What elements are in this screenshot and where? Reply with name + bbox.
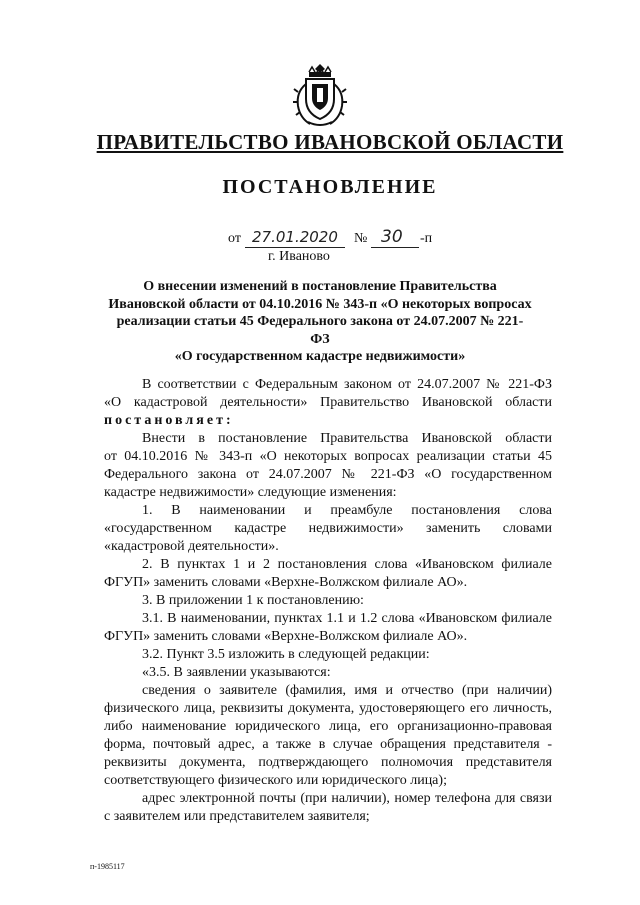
government-title: ПРАВИТЕЛЬСТВО ИВАНОВСКОЙ ОБЛАСТИ bbox=[96, 130, 564, 154]
body-line: соответствующего физического или юридического лица); bbox=[104, 773, 447, 788]
body-line: В соответствии с Федеральным законом от 24.07.2007 № 221-ФЗ bbox=[142, 377, 552, 392]
body-line: реквизиты документа, подтверждающего полномочия представителя bbox=[104, 755, 552, 770]
subject-line: О внесении изменений в постановление Правительства bbox=[143, 279, 497, 294]
document-subject bbox=[108, 278, 532, 366]
body-line: от 04.10.2016 № 343-п «О некоторых вопросах реализации статьи 45 bbox=[104, 449, 552, 464]
body-line: «государственном кадастре недвижимости» заменить словами bbox=[104, 521, 552, 536]
body-line: либо наименование юридического лица, его организационно-правовая bbox=[104, 719, 552, 734]
date-underline bbox=[245, 247, 345, 248]
body-line: адрес электронной почты (при наличии), номер телефона для связи bbox=[142, 791, 552, 806]
date-prefix: от bbox=[228, 231, 241, 246]
number-underline bbox=[371, 247, 419, 248]
body-line-decree: постановляет: bbox=[104, 413, 234, 428]
number-suffix: -п bbox=[420, 231, 433, 246]
number-sign: № bbox=[354, 231, 368, 246]
body-line: «3.5. В заявлении указываются: bbox=[142, 665, 331, 680]
subject-line: Ивановской области от 04.10.2016 № 343-п «О некоторых вопросах bbox=[108, 296, 532, 312]
body-line: 3. В приложении 1 к постановлению: bbox=[142, 593, 364, 608]
document-type: ПОСТАНОВЛЕНИЕ bbox=[222, 176, 438, 198]
footer-code: п-1985117 bbox=[90, 862, 125, 871]
number-value: 30 bbox=[381, 227, 403, 247]
body-line: 3.2. Пункт 3.5 изложить в следующей редакции: bbox=[142, 647, 430, 662]
body-line: кадастре недвижимости» следующие изменения: bbox=[104, 485, 397, 500]
subject-line: «О государственном кадастре недвижимости» bbox=[174, 349, 466, 364]
body-line: физического лица, реквизиты документа, удостоверяющего его личность, bbox=[104, 701, 552, 716]
body-line: с заявителем или представителем заявителя; bbox=[104, 809, 370, 824]
body-line: 2. В пунктах 1 и 2 постановления слова «Ивановском филиале bbox=[142, 557, 552, 572]
body-line: «кадастровой деятельности». bbox=[104, 539, 279, 554]
body-line: Федерального закона от 24.07.2007 № 221-ФЗ «О государственном bbox=[104, 467, 552, 482]
body-line: сведения о заявителе (фамилия, имя и отчество (при наличии) bbox=[142, 683, 552, 698]
subject-line: реализации статьи 45 Федерального закона от 24.07.2007 № 221-ФЗ bbox=[116, 314, 524, 347]
body-line: ФГУП» заменить словами «Верхне-Волжском филиале АО». bbox=[104, 629, 468, 644]
date-value: 27.01.2020 bbox=[252, 228, 338, 246]
body-line: форма, почтовый адрес, а также в случае обращения представителя - bbox=[104, 737, 552, 752]
city: г. Иваново bbox=[268, 249, 330, 264]
coat-of-arms-icon bbox=[292, 62, 348, 130]
body-line: Внести в постановление Правительства Ивановской области bbox=[142, 431, 552, 446]
body-line: «О кадастровой деятельности» Правительство Ивановской области bbox=[104, 395, 552, 410]
date-number-line bbox=[0, 229, 640, 249]
body-line: 1. В наименовании и преамбуле постановления слова bbox=[142, 503, 552, 518]
body-line: 3.1. В наименовании, пунктах 1.1 и 1.2 слова «Ивановском филиале bbox=[142, 611, 552, 626]
body-line: ФГУП» заменить словами «Верхне-Волжском филиале АО». bbox=[104, 575, 468, 590]
